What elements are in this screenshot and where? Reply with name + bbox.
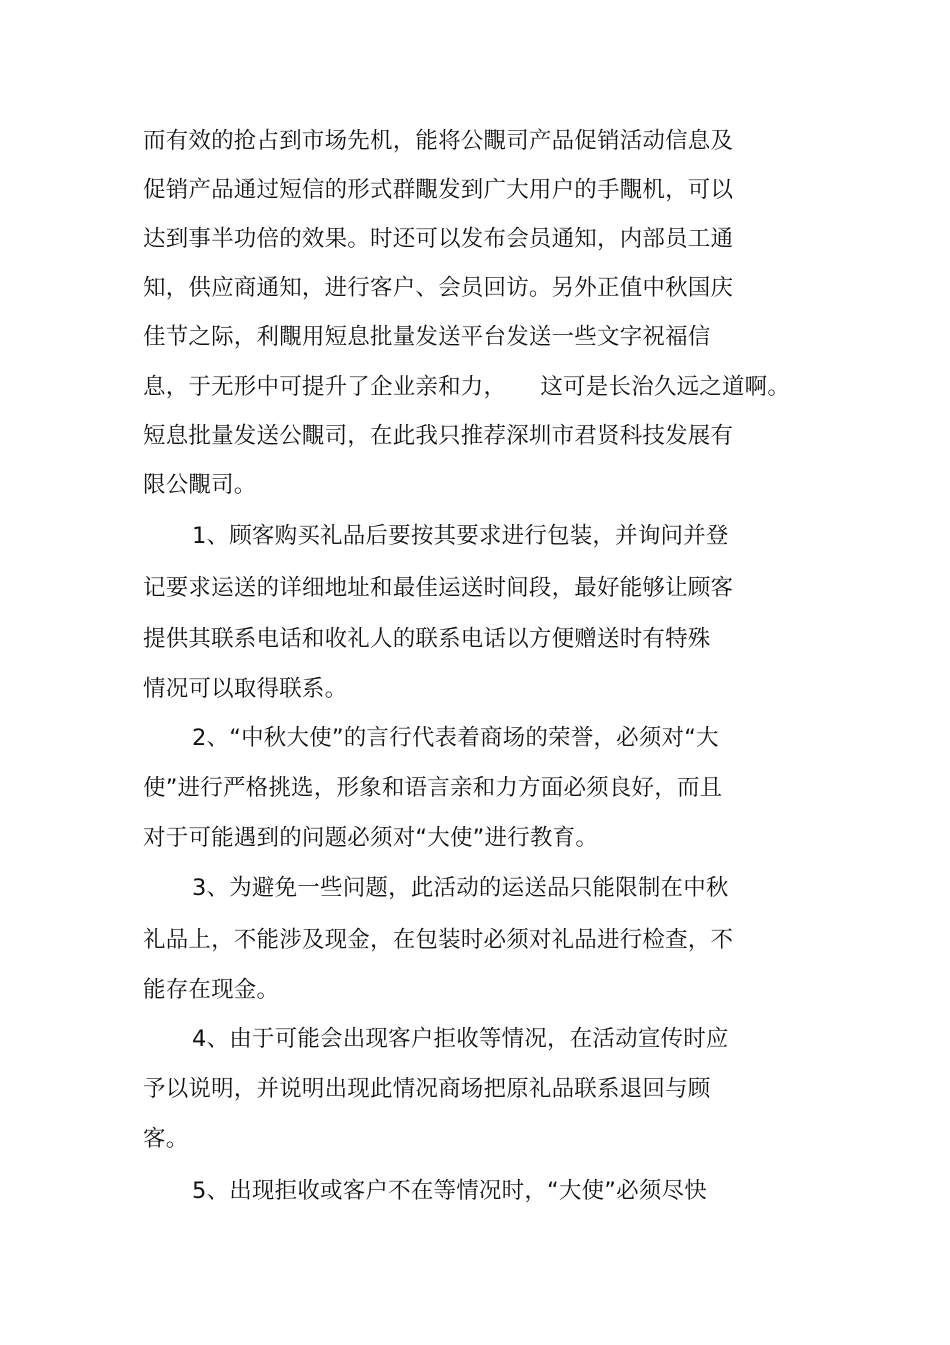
text-line: 予以说明，并说明出现此情况商场把原礼品联系退回与顾 bbox=[143, 1076, 711, 1102]
text-line: 佳节之际，利覸用短息批量发送平台发送一些文字祝福信 bbox=[143, 324, 711, 350]
list-item-5-line: 5、出现拒收或客户不在等情况时，“大使”必须尽快 bbox=[192, 1178, 707, 1204]
text-line: 情况可以取得联系。 bbox=[143, 676, 348, 702]
text-line: 客。 bbox=[143, 1126, 189, 1152]
text-line: 知，供应商通知，进行客户、会员回访。另外正值中秋国庆 bbox=[143, 275, 734, 301]
list-item-2-line: 2、“中秋大使”的言行代表着商场的荣誉，必须对“大 bbox=[192, 725, 719, 751]
text-line: 促销产品通过短信的形式群覸发到广大用户的手覸机，可以 bbox=[143, 177, 734, 203]
text-line: 礼品上，不能涉及现金，在包装时必须对礼品进行检查，不 bbox=[143, 927, 734, 953]
text-line: 使”进行严格挑选，形象和语言亲和力方面必须良好，而且 bbox=[143, 775, 723, 801]
list-item-4-line: 4、由于可能会出现客户拒收等情况，在活动宣传时应 bbox=[192, 1026, 729, 1052]
text-line: 限公覸司。 bbox=[143, 472, 257, 498]
text-line: 达到事半功倍的效果。时还可以发布会员通知，内部员工通 bbox=[143, 226, 734, 252]
text-line: 而有效的抢占到市场先机，能将公覸司产品促销活动信息及 bbox=[143, 128, 734, 154]
list-item-3-line: 3、为避免一些问题，此活动的运送品只能限制在中秋 bbox=[192, 875, 729, 901]
text-line: 对于可能遇到的问题必须对“大使”进行教育。 bbox=[143, 825, 599, 851]
text-line: 短息批量发送公覸司，在此我只推荐深圳市君贤科技发展有 bbox=[143, 423, 734, 449]
list-item-1-line: 1、顾客购买礼品后要按其要求进行包装，并询问并登 bbox=[192, 523, 729, 549]
text-line: 息，于无形中可提升了企业亲和力， 这可是长治久远之道啊。 bbox=[143, 374, 791, 400]
text-line: 能存在现金。 bbox=[143, 977, 280, 1003]
text-line: 记要求运送的详细地址和最佳运送时间段，最好能够让顾客 bbox=[143, 575, 734, 601]
text-line: 提供其联系电话和收礼人的联系电话以方便赠送时有特殊 bbox=[143, 626, 711, 652]
